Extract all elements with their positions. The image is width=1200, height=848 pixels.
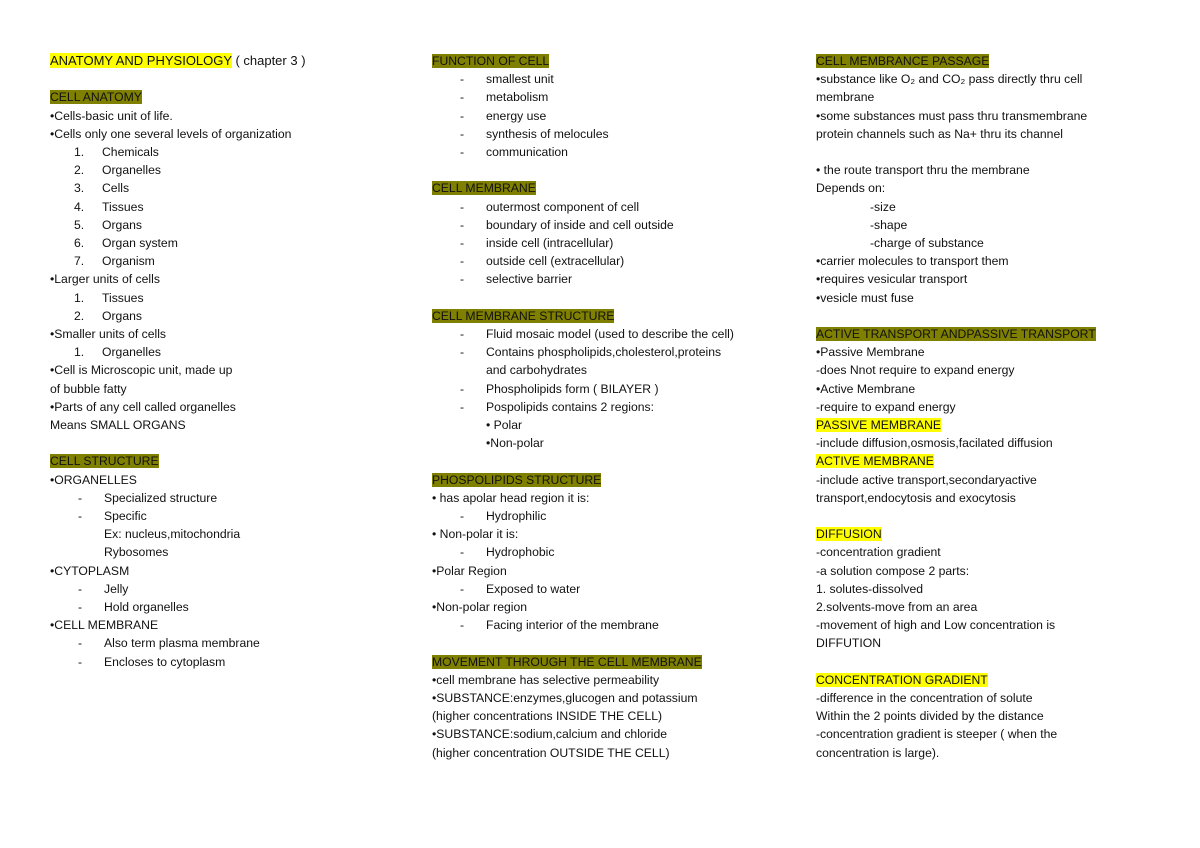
text-line: (higher concentrations INSIDE THE CELL) xyxy=(432,709,663,724)
text-line: of bubble fatty xyxy=(50,381,127,396)
list-item: - boundary of inside and cell outside xyxy=(460,217,674,232)
column-1 xyxy=(50,52,390,671)
heading-movement-through-membrane: MOVEMENT THROUGH THE CELL MEMBRANE xyxy=(432,654,702,669)
text-line: -difference in the concentration of solute xyxy=(816,691,1033,706)
heading-cell-structure: CELL STRUCTURE xyxy=(50,454,159,469)
text-line: -a solution compose 2 parts: xyxy=(816,563,970,578)
text-line: -concentration gradient xyxy=(816,545,941,560)
text-line: Rybosomes xyxy=(104,545,169,560)
list-item: - Also term plasma membrane xyxy=(78,636,260,651)
doc-title: ANATOMY AND PHYSIOLOGY xyxy=(50,53,232,68)
list-item: - synthesis of melocules xyxy=(460,126,609,141)
list-item: - smallest unit xyxy=(460,72,554,87)
text-line: Ex: nucleus,mitochondria xyxy=(104,527,241,542)
column-3 xyxy=(816,52,1156,762)
list-item: 4. Tissues xyxy=(74,199,144,214)
text-line: •SUBSTANCE:enzymes,glucogen and potassium xyxy=(432,691,698,706)
text-line: 1. solutes-dissolved xyxy=(816,581,924,596)
text-line: •vesicle must fuse xyxy=(816,290,914,305)
text-line: • Polar xyxy=(486,418,523,433)
text-line: •Passive Membrane xyxy=(816,345,925,360)
list-item: 1. Organelles xyxy=(74,345,161,360)
list-item: - outside cell (extracellular) xyxy=(460,254,625,269)
text-line: •some substances must pass thru transmembrane xyxy=(816,108,1088,123)
text-line: •Non-polar xyxy=(486,436,544,451)
text-line: -concentration gradient is steeper ( when the xyxy=(816,727,1058,742)
list-item: 1. Tissues xyxy=(74,290,144,305)
text-line: •Non-polar region xyxy=(432,600,528,615)
text-line: -size xyxy=(870,199,896,214)
text-line: -does Nnot require to expand energy xyxy=(816,363,1015,378)
text-line: -include diffusion,osmosis,facilated diffusion xyxy=(816,436,1053,451)
text-line: membrane xyxy=(816,90,875,105)
list-item: - Contains phospholipids,cholesterol,proteins xyxy=(460,345,722,360)
heading-cell-membrance-passage: CELL MEMBRANCE PASSAGE xyxy=(816,54,990,68)
list-item: - Hydrophobic xyxy=(460,545,555,560)
text-line: •Smaller units of cells xyxy=(50,327,167,342)
text-line: •CELL MEMBRANE xyxy=(50,618,159,633)
text-line: • Non-polar it is: xyxy=(432,527,519,542)
text-line: concentration is large). xyxy=(816,745,940,760)
list-item: 2. Organelles xyxy=(74,163,161,178)
text-line: and carbohydrates xyxy=(486,363,587,378)
list-item: - metabolism xyxy=(460,90,549,105)
heading-function-of-cell: FUNCTION OF CELL xyxy=(432,54,550,68)
text-line: Within the 2 points divided by the distance xyxy=(816,709,1044,724)
list-item: - Fluid mosaic model (used to describe the cell) xyxy=(460,327,734,342)
doc-title-line xyxy=(50,52,390,70)
list-item: 6. Organ system xyxy=(74,236,178,251)
heading-phospolipids-structure: PHOSPOLIPIDS STRUCTURE xyxy=(432,472,602,487)
text-line: •SUBSTANCE:sodium,calcium and chloride xyxy=(432,727,668,742)
list-item: - Encloses to cytoplasm xyxy=(78,654,226,669)
list-item: 5. Organs xyxy=(74,217,142,232)
list-item: - Specialized structure xyxy=(78,490,218,505)
list-item: - inside cell (intracellular) xyxy=(460,236,614,251)
list-item: - Phospholipids form ( BILAYER ) xyxy=(460,381,659,396)
list-item: - Jelly xyxy=(78,581,129,596)
text-line: •Polar Region xyxy=(432,563,507,578)
heading-passive-membrane: PASSIVE MEMBRANE xyxy=(816,418,942,433)
list-item: 2. Organs xyxy=(74,308,142,323)
list-item: 7. Organism xyxy=(74,254,155,269)
list-item: - Exposed to water xyxy=(460,581,581,596)
text-line: • has apolar head region it is: xyxy=(432,490,590,505)
text-line: -charge of substance xyxy=(870,236,984,251)
list-item: - Specific xyxy=(78,509,147,524)
text-line: protein channels such as Na+ thru its channel xyxy=(816,126,1063,141)
heading-cell-anatomy: CELL ANATOMY xyxy=(50,90,142,105)
heading-active-passive-transport: ACTIVE TRANSPORT ANDPASSIVE TRANSPORT xyxy=(816,327,1096,342)
list-item: 3. Cells xyxy=(74,181,130,196)
list-item: - communication xyxy=(460,145,568,160)
list-item: - Hydrophilic xyxy=(460,509,547,524)
list-item: 1. Chemicals xyxy=(74,145,159,159)
text-line: -require to expand energy xyxy=(816,399,956,414)
text-line: -include active transport,secondaryactive xyxy=(816,472,1037,487)
text-line: •cell membrane has selective permeability xyxy=(432,672,660,687)
heading-concentration-gradient: CONCENTRATION GRADIENT xyxy=(816,672,988,687)
column-2 xyxy=(432,52,782,762)
doc-title-suffix: ( chapter 3 ) xyxy=(231,53,306,68)
heading-cell-membrane: CELL MEMBRANE xyxy=(432,181,536,196)
text-line: •Active Membrane xyxy=(816,381,916,396)
text-line: -movement of high and Low concentration is xyxy=(816,618,1056,633)
heading-diffusion: DIFFUSION xyxy=(816,527,882,542)
heading-active-membrane: ACTIVE MEMBRANE xyxy=(816,454,934,469)
text-line: 2.solvents-move from an area xyxy=(816,600,978,615)
text-line: DIFFUTION xyxy=(816,636,881,651)
text-line: •Cells only one several levels of organization xyxy=(50,126,292,141)
text-line: Means SMALL ORGANS xyxy=(50,418,186,433)
text-line: transport,endocytosis and exocytosis xyxy=(816,490,1016,505)
text-line: •Cells-basic unit of life. xyxy=(50,108,173,123)
text-line: •substance like O₂ and CO₂ pass directly thru cell xyxy=(816,72,1083,87)
text-line: -shape xyxy=(870,217,908,232)
text-line: •CYTOPLASM xyxy=(50,563,130,578)
text-line: Depends on: xyxy=(816,181,886,196)
text-line: • the route transport thru the membrane xyxy=(816,163,1030,178)
list-item: - Hold organelles xyxy=(78,600,189,615)
list-item: - Facing interior of the membrane xyxy=(460,618,659,633)
text-line: •requires vesicular transport xyxy=(816,272,968,287)
text-line: (higher concentration OUTSIDE THE CELL) xyxy=(432,745,670,760)
heading-cell-membrane-structure: CELL MEMBRANE STRUCTURE xyxy=(432,308,615,323)
text-line: •Larger units of cells xyxy=(50,272,160,287)
text-line: •ORGANELLES xyxy=(50,472,137,487)
list-item: - outermost component of cell xyxy=(460,199,640,214)
text-line: •carrier molecules to transport them xyxy=(816,254,1009,269)
list-item: - Pospolipids contains 2 regions: xyxy=(460,399,655,414)
list-item: - selective barrier xyxy=(460,272,573,287)
text-line: •Cell is Microscopic unit, made up xyxy=(50,363,233,378)
text-line: •Parts of any cell called organelles xyxy=(50,399,236,414)
list-item: - energy use xyxy=(460,108,547,123)
